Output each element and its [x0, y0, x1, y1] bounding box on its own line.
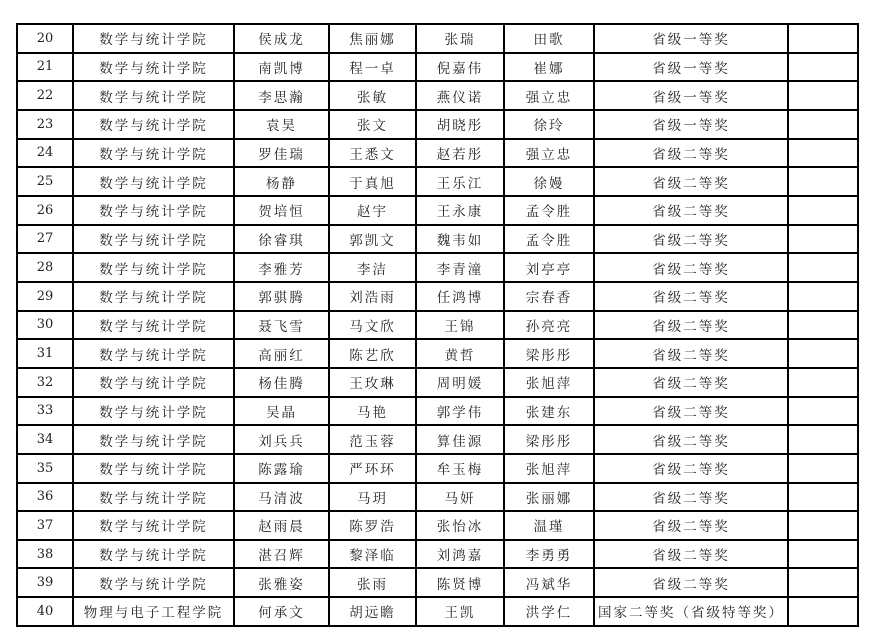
cell-row-number: 21: [17, 53, 73, 82]
cell-award: 省级二等奖: [594, 167, 788, 196]
cell-member-2: 范玉蓉: [329, 425, 416, 454]
table-row: [17, 511, 858, 540]
cell-college: 数学与统计学院: [73, 339, 234, 368]
table-row: [17, 81, 858, 110]
cell-award: 省级二等奖: [594, 196, 788, 225]
cell-member-1: 李雅芳: [234, 253, 329, 282]
table-row: [17, 339, 858, 368]
cell-member-3: 算佳源: [416, 425, 504, 454]
cell-member-4: 张旭萍: [504, 368, 594, 397]
cell-member-4: 孟令胜: [504, 225, 594, 254]
cell-note: [788, 540, 858, 569]
cell-member-1: 罗佳瑞: [234, 139, 329, 168]
cell-award: 省级二等奖: [594, 511, 788, 540]
cell-award: 省级二等奖: [594, 311, 788, 340]
cell-note: [788, 81, 858, 110]
cell-member-4: 崔娜: [504, 53, 594, 82]
award-table-body: [17, 24, 858, 626]
cell-row-number: 34: [17, 425, 73, 454]
cell-member-4: 田歌: [504, 24, 594, 53]
cell-member-1: 马清波: [234, 483, 329, 512]
cell-member-2: 焦丽娜: [329, 24, 416, 53]
cell-member-4: 李勇勇: [504, 540, 594, 569]
cell-member-2: 王玫琳: [329, 368, 416, 397]
cell-note: [788, 483, 858, 512]
cell-member-2: 李洁: [329, 253, 416, 282]
cell-member-4: 徐嫚: [504, 167, 594, 196]
cell-row-number: 31: [17, 339, 73, 368]
cell-member-2: 陈艺欣: [329, 339, 416, 368]
cell-award: 省级二等奖: [594, 425, 788, 454]
table-row: [17, 53, 858, 82]
cell-member-1: 侯成龙: [234, 24, 329, 53]
cell-college: 数学与统计学院: [73, 196, 234, 225]
cell-member-1: 杨静: [234, 167, 329, 196]
cell-award: 省级二等奖: [594, 454, 788, 483]
cell-college: 数学与统计学院: [73, 53, 234, 82]
cell-row-number: 26: [17, 196, 73, 225]
cell-note: [788, 368, 858, 397]
cell-row-number: 32: [17, 368, 73, 397]
cell-college: 数学与统计学院: [73, 454, 234, 483]
cell-college: 数学与统计学院: [73, 397, 234, 426]
cell-member-2: 刘浩雨: [329, 282, 416, 311]
table-row: [17, 368, 858, 397]
cell-row-number: 23: [17, 110, 73, 139]
cell-note: [788, 225, 858, 254]
cell-member-4: 强立忠: [504, 81, 594, 110]
cell-note: [788, 167, 858, 196]
cell-college: 数学与统计学院: [73, 167, 234, 196]
cell-award: 省级二等奖: [594, 397, 788, 426]
cell-award: 省级二等奖: [594, 282, 788, 311]
cell-member-4: 徐玲: [504, 110, 594, 139]
cell-member-2: 严环环: [329, 454, 416, 483]
table-row: [17, 167, 858, 196]
cell-member-4: 洪学仁: [504, 597, 594, 626]
cell-award: 省级一等奖: [594, 110, 788, 139]
cell-row-number: 27: [17, 225, 73, 254]
cell-member-3: 王乐江: [416, 167, 504, 196]
table-row: [17, 110, 858, 139]
cell-note: [788, 282, 858, 311]
cell-award: 省级二等奖: [594, 139, 788, 168]
cell-member-3: 刘鸿嘉: [416, 540, 504, 569]
cell-member-4: 孟令胜: [504, 196, 594, 225]
cell-member-3: 胡晓彤: [416, 110, 504, 139]
cell-member-1: 陈露瑜: [234, 454, 329, 483]
cell-member-4: 梁彤彤: [504, 339, 594, 368]
cell-member-1: 李思瀚: [234, 81, 329, 110]
cell-award: 省级二等奖: [594, 568, 788, 597]
cell-member-3: 黄哲: [416, 339, 504, 368]
table-row: [17, 225, 858, 254]
cell-member-3: 张瑞: [416, 24, 504, 53]
cell-member-3: 王永康: [416, 196, 504, 225]
cell-note: [788, 397, 858, 426]
cell-member-1: 南凯博: [234, 53, 329, 82]
cell-member-1: 刘兵兵: [234, 425, 329, 454]
cell-member-2: 程一卓: [329, 53, 416, 82]
cell-member-2: 张文: [329, 110, 416, 139]
table-row: [17, 282, 858, 311]
cell-member-3: 魏韦如: [416, 225, 504, 254]
cell-member-4: 温瑾: [504, 511, 594, 540]
cell-college: 数学与统计学院: [73, 110, 234, 139]
cell-member-3: 王锦: [416, 311, 504, 340]
cell-row-number: 29: [17, 282, 73, 311]
cell-member-4: 孙亮亮: [504, 311, 594, 340]
cell-member-1: 张雅姿: [234, 568, 329, 597]
cell-award: 省级二等奖: [594, 540, 788, 569]
table-row: [17, 253, 858, 282]
cell-college: 数学与统计学院: [73, 81, 234, 110]
cell-award: 省级一等奖: [594, 81, 788, 110]
cell-member-1: 聂飞雪: [234, 311, 329, 340]
cell-award: 省级二等奖: [594, 483, 788, 512]
cell-member-3: 赵若彤: [416, 139, 504, 168]
cell-note: [788, 139, 858, 168]
cell-row-number: 37: [17, 511, 73, 540]
table-row: [17, 196, 858, 225]
cell-note: [788, 311, 858, 340]
cell-member-3: 马妍: [416, 483, 504, 512]
cell-member-1: 郭骐腾: [234, 282, 329, 311]
cell-award: 省级二等奖: [594, 339, 788, 368]
table-row: [17, 311, 858, 340]
cell-row-number: 25: [17, 167, 73, 196]
cell-row-number: 20: [17, 24, 73, 53]
table-row: [17, 139, 858, 168]
cell-member-1: 赵雨晨: [234, 511, 329, 540]
cell-note: [788, 454, 858, 483]
cell-member-4: 刘亭亭: [504, 253, 594, 282]
table-row: [17, 597, 858, 626]
cell-row-number: 28: [17, 253, 73, 282]
cell-member-1: 袁昊: [234, 110, 329, 139]
table-row: [17, 397, 858, 426]
cell-member-1: 高丽红: [234, 339, 329, 368]
cell-college: 数学与统计学院: [73, 540, 234, 569]
cell-member-2: 马文欣: [329, 311, 416, 340]
cell-row-number: 24: [17, 139, 73, 168]
cell-award: 省级一等奖: [594, 53, 788, 82]
cell-college: 数学与统计学院: [73, 511, 234, 540]
cell-award: 省级一等奖: [594, 24, 788, 53]
cell-member-4: 梁彤彤: [504, 425, 594, 454]
cell-college: 数学与统计学院: [73, 483, 234, 512]
cell-college: 物理与电子工程学院: [73, 597, 234, 626]
cell-member-1: 杨佳腾: [234, 368, 329, 397]
cell-college: 数学与统计学院: [73, 282, 234, 311]
cell-row-number: 38: [17, 540, 73, 569]
cell-member-1: 贺培恒: [234, 196, 329, 225]
cell-member-2: 张敏: [329, 81, 416, 110]
cell-college: 数学与统计学院: [73, 139, 234, 168]
cell-award: 省级二等奖: [594, 368, 788, 397]
cell-member-2: 胡远瞻: [329, 597, 416, 626]
table-row: [17, 425, 858, 454]
cell-member-1: 徐睿琪: [234, 225, 329, 254]
cell-member-2: 陈罗浩: [329, 511, 416, 540]
cell-member-3: 郭学伟: [416, 397, 504, 426]
cell-row-number: 39: [17, 568, 73, 597]
cell-college: 数学与统计学院: [73, 425, 234, 454]
cell-note: [788, 425, 858, 454]
cell-member-2: 王悉文: [329, 139, 416, 168]
cell-note: [788, 511, 858, 540]
cell-note: [788, 110, 858, 139]
cell-college: 数学与统计学院: [73, 568, 234, 597]
cell-member-3: 周明媛: [416, 368, 504, 397]
cell-member-4: 冯斌华: [504, 568, 594, 597]
cell-member-4: 强立忠: [504, 139, 594, 168]
cell-row-number: 22: [17, 81, 73, 110]
cell-member-2: 赵宇: [329, 196, 416, 225]
cell-row-number: 30: [17, 311, 73, 340]
cell-member-1: 何承文: [234, 597, 329, 626]
cell-note: [788, 53, 858, 82]
cell-college: 数学与统计学院: [73, 311, 234, 340]
cell-note: [788, 253, 858, 282]
cell-member-4: 宗春香: [504, 282, 594, 311]
cell-member-3: 任鸿博: [416, 282, 504, 311]
cell-member-2: 于真旭: [329, 167, 416, 196]
cell-award: 国家二等奖（省级特等奖）: [594, 597, 788, 626]
cell-member-2: 张雨: [329, 568, 416, 597]
cell-row-number: 36: [17, 483, 73, 512]
cell-member-1: 湛召辉: [234, 540, 329, 569]
cell-member-3: 王凯: [416, 597, 504, 626]
cell-note: [788, 339, 858, 368]
cell-member-2: 郭凯文: [329, 225, 416, 254]
table-row: [17, 24, 858, 53]
cell-award: 省级二等奖: [594, 253, 788, 282]
table-row: [17, 568, 858, 597]
cell-note: [788, 597, 858, 626]
cell-college: 数学与统计学院: [73, 225, 234, 254]
cell-note: [788, 196, 858, 225]
cell-member-3: 燕仪诺: [416, 81, 504, 110]
award-table: [16, 23, 859, 627]
cell-member-4: 张丽娜: [504, 483, 594, 512]
cell-row-number: 40: [17, 597, 73, 626]
cell-award: 省级二等奖: [594, 225, 788, 254]
cell-note: [788, 24, 858, 53]
cell-college: 数学与统计学院: [73, 24, 234, 53]
cell-college: 数学与统计学院: [73, 368, 234, 397]
cell-member-3: 牟玉梅: [416, 454, 504, 483]
cell-row-number: 33: [17, 397, 73, 426]
table-row: [17, 540, 858, 569]
cell-member-2: 马玥: [329, 483, 416, 512]
cell-member-1: 吴晶: [234, 397, 329, 426]
cell-note: [788, 568, 858, 597]
table-row: [17, 483, 858, 512]
cell-member-2: 马艳: [329, 397, 416, 426]
cell-member-3: 张怡冰: [416, 511, 504, 540]
cell-member-2: 黎泽临: [329, 540, 416, 569]
cell-college: 数学与统计学院: [73, 253, 234, 282]
cell-member-3: 李青潼: [416, 253, 504, 282]
cell-member-4: 张建东: [504, 397, 594, 426]
cell-member-4: 张旭萍: [504, 454, 594, 483]
cell-member-3: 倪嘉伟: [416, 53, 504, 82]
cell-row-number: 35: [17, 454, 73, 483]
cell-member-3: 陈贤博: [416, 568, 504, 597]
table-row: [17, 454, 858, 483]
